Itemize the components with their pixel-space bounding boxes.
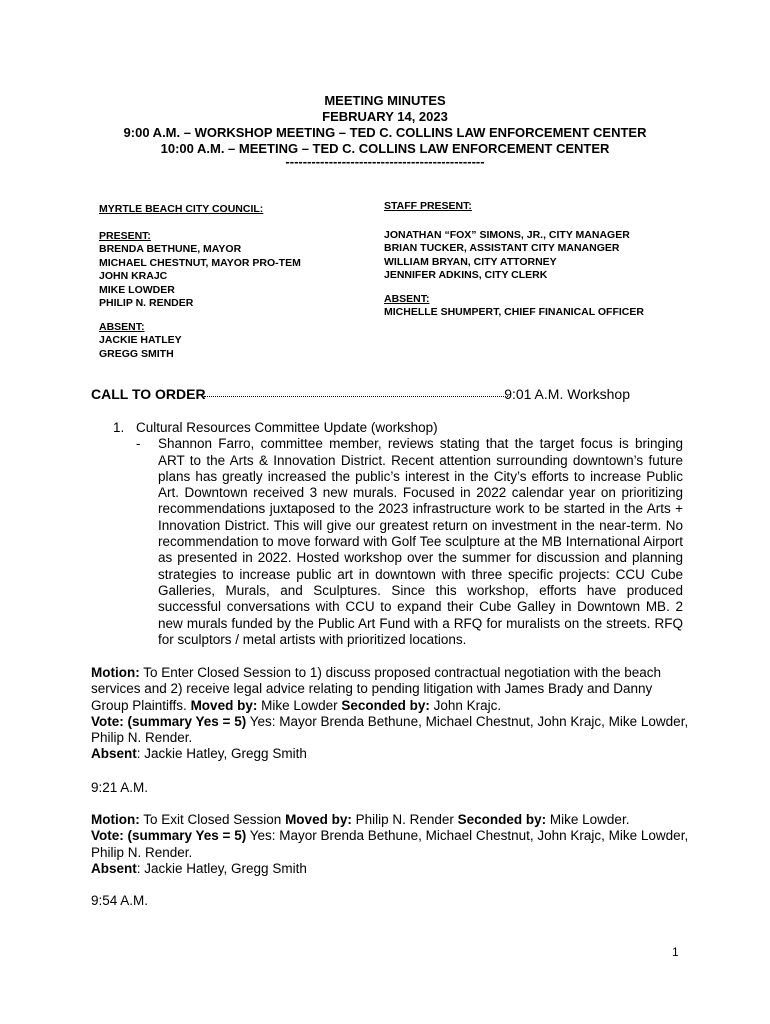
- absent-text: [91, 746, 691, 762]
- motion-enter-closed-session: [91, 665, 691, 763]
- council-absent-member: JACKIE HATLEY: [99, 334, 182, 346]
- staff-member: WILLIAM BRYAN, CITY ATTORNEY: [384, 255, 557, 268]
- council-member: MICHAEL CHESTNUT, MAYOR PRO-TEM: [99, 256, 301, 269]
- motion-text: [91, 812, 691, 828]
- council-member: MIKE LOWDER: [99, 283, 175, 296]
- vote-names: Yes: Mayor Brenda Bethune, Michael Chestnut, John Krajc, Mike Lowder, Philip N. Render.: [91, 828, 689, 860]
- document-header: [0, 93, 770, 167]
- call-to-order-label: CALL TO ORDER: [91, 386, 206, 402]
- timestamp: 9:54 A.M.: [91, 893, 149, 908]
- moved-by-label: Moved by:: [285, 812, 352, 827]
- moved-by-name: Philip N. Render: [351, 812, 458, 827]
- council-member: JOHN KRAJC: [99, 270, 168, 282]
- moved-by-label: Moved by:: [190, 697, 258, 713]
- council-heading: MYRTLE BEACH CITY COUNCIL:: [99, 203, 264, 215]
- item-number: 1.: [113, 420, 125, 435]
- staff-absent-heading: ABSENT:: [384, 292, 430, 305]
- motion-description: To Enter Closed Session to 1) discuss proposed contractual negotiation with the beach services and 2) receive legal advice relating to pending litigation with James Brady and Danny Group Plaintiffs.: [91, 665, 662, 713]
- staff-absent-member: MICHELLE SHUMPERT, CHIEF FINANICAL OFFICER: [384, 306, 644, 318]
- staff-member: JENNIFER ADKINS, CITY CLERK: [384, 269, 548, 281]
- staff-column: [384, 200, 644, 320]
- council-absent-member: GREGG SMITH: [99, 347, 174, 360]
- seconded-by-name: Mike Lowder.: [546, 812, 630, 827]
- absent-text: [91, 861, 691, 877]
- vote-text: [91, 714, 691, 747]
- moved-by-name: Mike Lowder: [257, 697, 342, 713]
- meeting-date: FEBRUARY 14, 2023: [322, 109, 448, 124]
- motion-description: To Exit Closed Session: [139, 812, 286, 827]
- leader-dots: [204, 396, 508, 397]
- workshop-line: 9:00 A.M. – WORKSHOP MEETING – TED C. COLLINS LAW ENFORCEMENT CENTER: [123, 125, 647, 140]
- document-title: MEETING MINUTES: [324, 93, 446, 108]
- council-column: [99, 203, 301, 361]
- council-absent-heading: ABSENT:: [99, 320, 145, 333]
- seconded-by-label: Seconded by:: [341, 697, 430, 713]
- meeting-line: 10:00 A.M. – MEETING – TED C. COLLINS LAW ENFORCEMENT CENTER: [160, 141, 610, 156]
- timestamp: 9:21 A.M.: [91, 780, 149, 795]
- header-rule: ----------------------------------------------: [285, 154, 485, 169]
- item-title: Cultural Resources Committee Update (workshop): [136, 420, 438, 435]
- vote-text: [91, 828, 691, 861]
- absent-names: : Jackie Hatley, Gregg Smith: [136, 860, 307, 876]
- motion-text: [91, 665, 691, 714]
- motion-label: Motion:: [91, 812, 140, 827]
- seconded-by-name: John Krajc.: [429, 697, 502, 713]
- absent-names: : Jackie Hatley, Gregg Smith: [136, 746, 307, 762]
- page-number: 1: [672, 945, 679, 959]
- staff-member: JONATHAN “FOX” SIMONS, JR., CITY MANAGER: [384, 228, 630, 241]
- item-dash: -: [136, 436, 141, 452]
- council-member: PHILIP N. RENDER: [99, 297, 194, 309]
- call-to-order-time: 9:01 A.M. Workshop: [504, 386, 630, 402]
- motion-label: Motion:: [91, 665, 140, 680]
- council-present-heading: PRESENT:: [99, 229, 151, 242]
- council-member: BRENDA BETHUNE, MAYOR: [99, 243, 242, 255]
- vote-names: Yes: Mayor Brenda Bethune, Michael Chestnut, John Krajc, Mike Lowder, Philip N. Render.: [91, 713, 689, 746]
- absent-label: Absent: [91, 860, 137, 876]
- seconded-by-label: Seconded by:: [457, 812, 547, 827]
- vote-label: Vote: (summary Yes = 5): [91, 713, 247, 729]
- staff-member: BRIAN TUCKER, ASSISTANT CITY MANANGER: [384, 242, 620, 254]
- motion-exit-closed-session: [91, 812, 691, 877]
- item-body: Shannon Farro, committee member, reviews stating that the target focus is bringing ART to the Arts & Innovation District. Recent attention surrounding downtown’s future plans has greatly increased the public’s interest in the City’s efforts to increase Public Art. Downtown received 3 new murals. Focused in 2022 calendar year on prioritizing recommendations juxtaposed to the 2023 infrastructure work to be started in the Arts + Innovation District. This will give our greatest return on investment in the near-term. No recommendation to move forward with Golf Tee sculpture at the MB International Airport as presented in 2022. Hosted workshop over the summer for discussion and planning strategies to increase public art in downtown with three specific projects: CCU Cube Galleries, Murals, and Sculptures. Since this workshop, efforts have produced successful conversations with CCU to expand their Cube Galley in Downtown MB. 2 new murals funded by the Public Art Fund with a RFQ for muralists on the streets. RFQ for sculptors / metal artists with prioritized locations.: [158, 436, 683, 647]
- call-to-order: [91, 386, 636, 406]
- staff-heading: STAFF PRESENT:: [384, 200, 472, 212]
- agenda-item: [113, 420, 683, 648]
- vote-label: Vote: (summary Yes = 5): [91, 828, 247, 844]
- absent-label: Absent: [91, 746, 137, 762]
